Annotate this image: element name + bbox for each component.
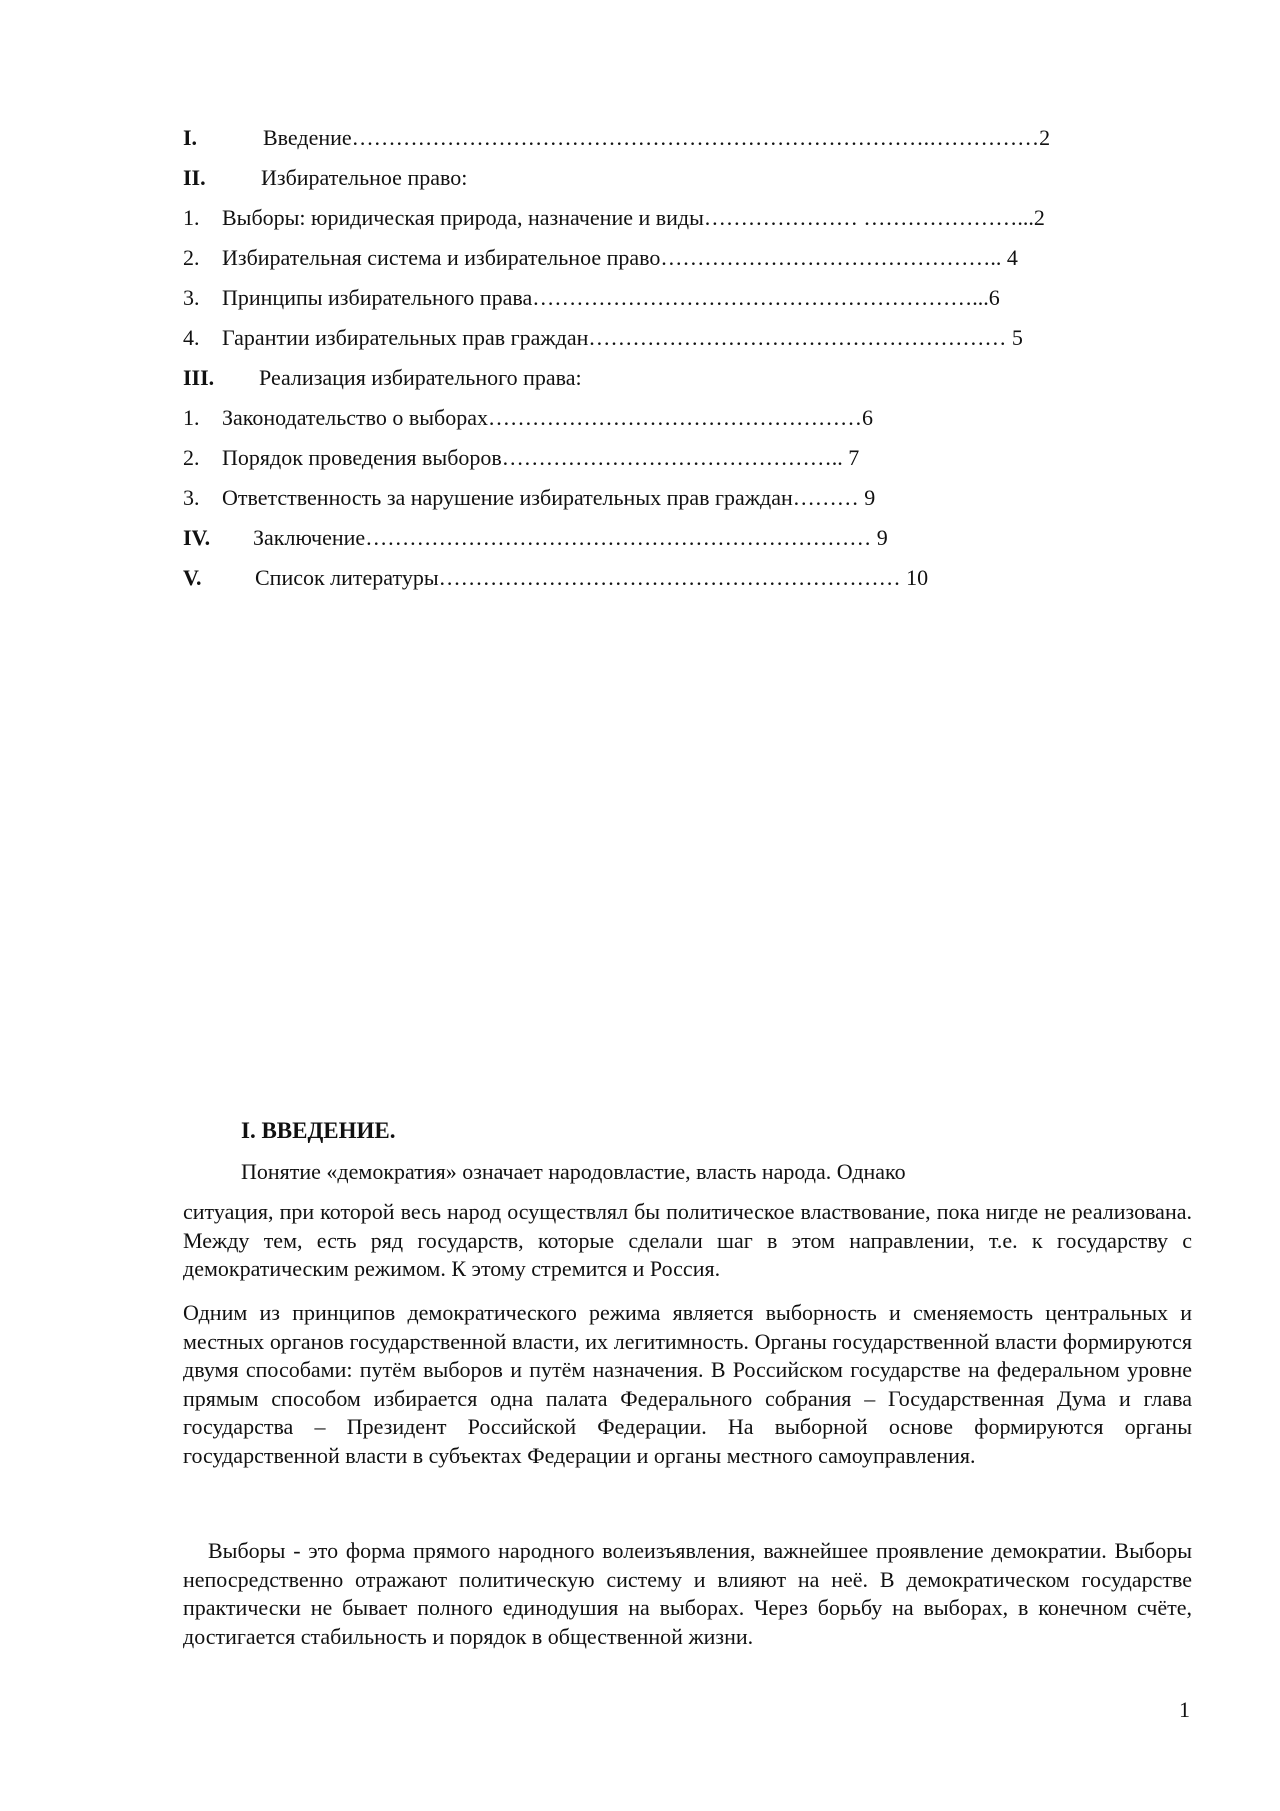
toc-entry: [183, 318, 1193, 358]
toc-title: Выборы: юридическая природа, назначение и виды………………… …………………...2: [222, 205, 1045, 230]
toc-title: Избирательное право:: [261, 165, 468, 190]
toc-number: 3.: [183, 485, 200, 510]
toc-title: Реализация избирательного права:: [259, 365, 582, 390]
toc-entry: [183, 278, 1193, 318]
toc-title: Принципы избирательного права……………………………………………………...6: [222, 285, 1000, 310]
toc-entry: [183, 558, 1193, 598]
toc-title: Гарантии избирательных прав граждан………………………………………………… 5: [222, 325, 1023, 350]
toc-number: IV.: [183, 525, 211, 550]
intro-paragraph: ситуация, при которой весь народ осуществлял бы политическое властвование, пока нигде не реализована. Между тем, есть ряд государств, которые сделали шаг в этом направлении, т.е. к государству с демократическим режимом. К этому стремится и Россия.: [183, 1199, 1192, 1281]
toc-number: I.: [183, 125, 198, 150]
toc-number: 1.: [183, 405, 200, 430]
page-number: 1: [1179, 1697, 1190, 1722]
toc-number: 2.: [183, 445, 200, 470]
toc-entry: [183, 358, 1193, 398]
toc-number: 1.: [183, 205, 200, 230]
toc-title: Заключение…………………………………………………………… 9: [253, 525, 888, 550]
toc-entry: [183, 438, 1193, 478]
toc-entry: [183, 198, 1193, 238]
toc-number: V.: [183, 565, 202, 590]
toc-title: Порядок проведения выборов……………………………………….. 7: [222, 445, 860, 470]
toc-entry: [183, 478, 1193, 518]
toc-number: 4.: [183, 325, 200, 350]
toc-entry: [183, 238, 1193, 278]
toc-entry: [183, 118, 1193, 158]
toc-entry: [183, 398, 1193, 438]
toc-number: III.: [183, 365, 215, 390]
toc-title: Ответственность за нарушение избирательных прав граждан……… 9: [222, 485, 876, 510]
intro-paragraph: Одним из принципов демократического режима является выборность и сменяемость центральных и местных органов государственной власти, их легитимность. Органы государственной власти формируются двумя способами: путём выборов и путём назначения. В Российском государстве на федеральном уровне прямым способом избирается одна палата Федерального собрания – Государственная Дума и глава государства – Президент Российской Федерации. На выборной основе формируются органы государственной власти в субъектах Федерации и органы местного самоуправления.: [183, 1300, 1192, 1468]
toc-number: II.: [183, 165, 206, 190]
toc-title: Список литературы……………………………………………………… 10: [255, 565, 929, 590]
intro-heading: I. ВВЕДЕНИЕ.: [241, 1118, 396, 1143]
intro-first-line: Понятие «демократия» означает народовластие, власть народа. Однако: [241, 1159, 906, 1184]
toc-title: Введение…………………………………………………………………….……………2: [263, 125, 1051, 150]
toc-entry: [183, 518, 1193, 558]
toc-title: Законодательство о выборах……………………………………………6: [222, 405, 874, 430]
toc-number: 3.: [183, 285, 200, 310]
toc-entry: [183, 158, 1193, 198]
toc-title: Избирательная система и избирательное право……………………………………….. 4: [222, 245, 1018, 270]
toc-number: 2.: [183, 245, 200, 270]
intro-paragraph: Выборы - это форма прямого народного волеизъявления, важнейшее проявление демократии. Выборы непосредственно отражают политическую систему и влияют на неё. В демократическом государстве практически не бывает полного единодушия на выборах. Через борьбу на выборах, в конечном счёте, достигается стабильность и порядок в общественной жизни.: [183, 1538, 1192, 1649]
table-of-contents: [183, 118, 1193, 598]
